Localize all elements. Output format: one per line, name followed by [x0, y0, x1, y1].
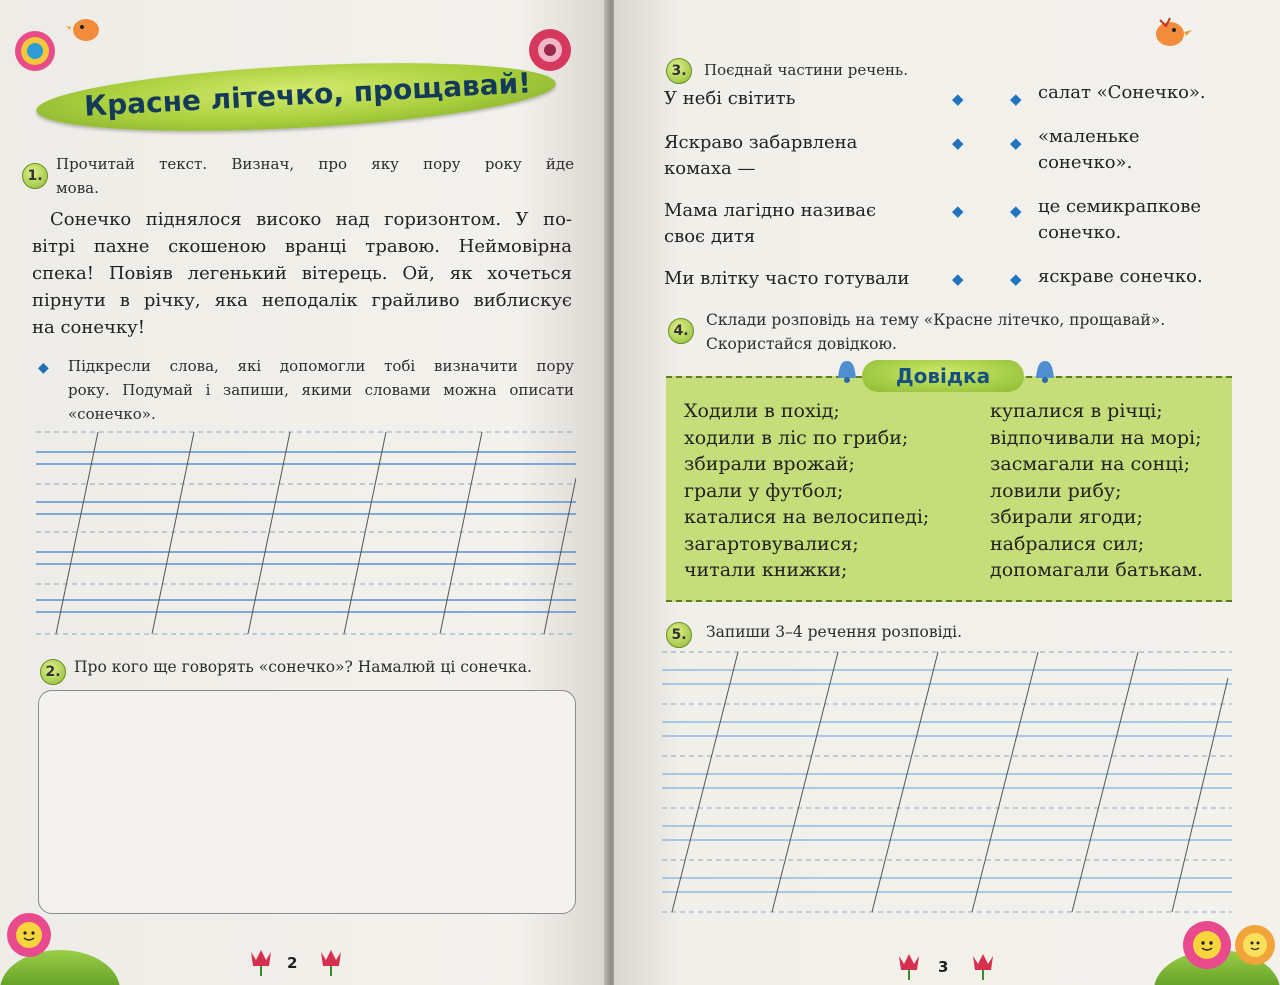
- dovidka-item: купалися в річці;: [990, 400, 1163, 422]
- match-right-item[interactable]: [1038, 264, 1258, 290]
- task1-text: [32, 206, 572, 341]
- subtask-line: року. Подумай і запиши, якими словами можна описати: [68, 381, 574, 399]
- writing-lines[interactable]: [36, 428, 576, 640]
- subtask-line: Підкресли слова, які допомогли тобі визначити пору: [68, 357, 574, 375]
- bell-icon: [1032, 358, 1058, 384]
- bird-icon: [1146, 8, 1194, 52]
- text-line: пірнути в річку, яка неподалік грайливо виблискує: [32, 290, 572, 311]
- match-left-item[interactable]: [664, 198, 934, 250]
- match-left-line: Ми влітку часто готували: [664, 268, 910, 289]
- flower-icon: [526, 26, 574, 74]
- dovidka-item: збирали врожай;: [684, 453, 855, 475]
- match-right-line: «маленьке: [1038, 126, 1140, 147]
- match-dot-icon[interactable]: ◆: [952, 90, 964, 108]
- text-line: Сонечко піднялося високо над горизонтом. У по-: [50, 209, 572, 230]
- match-dot-icon[interactable]: ◆: [1010, 202, 1022, 220]
- match-dot-icon[interactable]: ◆: [1010, 270, 1022, 288]
- bell-icon: [834, 358, 860, 384]
- match-right-line: сонечко.: [1038, 222, 1122, 243]
- text-line: на сонечку!: [32, 317, 145, 338]
- tulip-icon: [246, 948, 276, 976]
- writing-lines[interactable]: [662, 648, 1232, 916]
- flower-icon: [12, 28, 58, 74]
- match-right-line: це семикрапкове: [1038, 196, 1202, 217]
- match-left-item[interactable]: [664, 130, 934, 182]
- right-page: [614, 0, 1280, 985]
- match-right-item[interactable]: [1038, 124, 1258, 176]
- task1-instruction: [56, 152, 574, 200]
- task1-subtask: [68, 354, 574, 426]
- dovidka-item: набралися сил;: [990, 532, 1145, 555]
- task-number-badge: 2.: [40, 659, 66, 685]
- smiling-flower-icon: [1180, 918, 1234, 972]
- bird-icon: [66, 6, 106, 48]
- match-right-line: яскраве сонечко.: [1038, 266, 1203, 287]
- match-dot-icon[interactable]: ◆: [1010, 90, 1022, 108]
- task-number-badge: 5.: [666, 622, 692, 648]
- dovidka-item: відпочивали на морі;: [990, 426, 1202, 449]
- tulip-icon: [894, 952, 924, 980]
- match-right-item[interactable]: [1038, 80, 1258, 106]
- task4-instruction: [706, 308, 1165, 356]
- dovidka-item: Ходили в похід;: [684, 400, 840, 422]
- task2-instruction: Про кого ще говорять «сонечко»? Намалюй ці сонечка.: [74, 658, 532, 676]
- task3-instruction: Поєднай частини речень.: [704, 61, 908, 79]
- match-left-item[interactable]: [664, 86, 934, 112]
- dovidka-item: загартовувалися;: [684, 532, 859, 555]
- match-right-line: салат «Сонечко».: [1038, 82, 1206, 103]
- dovidka-item: читали книжки;: [684, 559, 848, 581]
- task-number-badge: 4.: [668, 318, 694, 344]
- match-left-line: комаха —: [664, 158, 756, 179]
- match-left-line: своє дитя: [664, 226, 756, 247]
- dovidka-item: ловили рибу;: [990, 479, 1122, 502]
- match-right-line: сонечко».: [1038, 152, 1133, 173]
- task-number-badge: 1.: [22, 163, 48, 189]
- page-title: Красне літечко, прощавай!: [83, 66, 532, 123]
- drawing-box[interactable]: [38, 690, 576, 914]
- dovidka-item: збирали ягоди;: [990, 506, 1143, 528]
- bullet-diamond-icon: ◆: [38, 360, 49, 376]
- match-left-line: Яскраво забарвлена: [664, 132, 858, 153]
- match-dot-icon[interactable]: ◆: [1010, 134, 1022, 152]
- dovidka-title: Довідка: [862, 360, 1024, 392]
- match-dot-icon[interactable]: ◆: [952, 202, 964, 220]
- text-line: вітрі пахне скошеною вранці травою. Неймовірна: [32, 236, 572, 257]
- text-line: спека! Повіяв легенький вітерець. Ой, як хочеться: [32, 263, 572, 284]
- dovidka-item: ходили в ліс по гриби;: [684, 426, 909, 449]
- smiling-flower-icon: [4, 910, 54, 960]
- match-left-line: У небі світить: [664, 88, 796, 109]
- dovidka-item: каталися на велосипеді;: [684, 506, 930, 528]
- match-right-item[interactable]: [1038, 194, 1258, 246]
- page-number: 3: [938, 958, 949, 976]
- smiling-flower-icon: [1232, 922, 1278, 968]
- dovidka-item: засмагали на сонці;: [990, 453, 1190, 475]
- task4-instruction-line: Скористайся довідкою.: [706, 335, 897, 353]
- match-left-item[interactable]: [664, 266, 954, 292]
- subtask-line: «сонечко».: [68, 405, 156, 423]
- dovidka-item: грали у футбол;: [684, 479, 844, 502]
- page-number: 2: [287, 954, 298, 972]
- task1-instruction-line: мова.: [56, 179, 99, 197]
- dovidka-left-column: [684, 398, 929, 584]
- match-dot-icon[interactable]: ◆: [952, 270, 964, 288]
- dovidka-right-column: [990, 398, 1203, 584]
- left-page: [0, 0, 608, 985]
- task4-instruction-line: Склади розповідь на тему «Красне літечко, прощавай».: [706, 311, 1166, 329]
- match-dot-icon[interactable]: ◆: [952, 134, 964, 152]
- tulip-icon: [316, 948, 346, 976]
- match-left-line: Мама лагідно називає: [664, 200, 877, 221]
- tulip-icon: [968, 952, 998, 980]
- task1-instruction-line: Прочитай текст. Визнач, про яку пору року йде: [56, 155, 574, 173]
- dovidka-item: допомагали батькам.: [990, 559, 1204, 581]
- task-number-badge: 3.: [666, 58, 692, 84]
- task5-instruction: Запиши 3–4 речення розповіді.: [706, 623, 962, 641]
